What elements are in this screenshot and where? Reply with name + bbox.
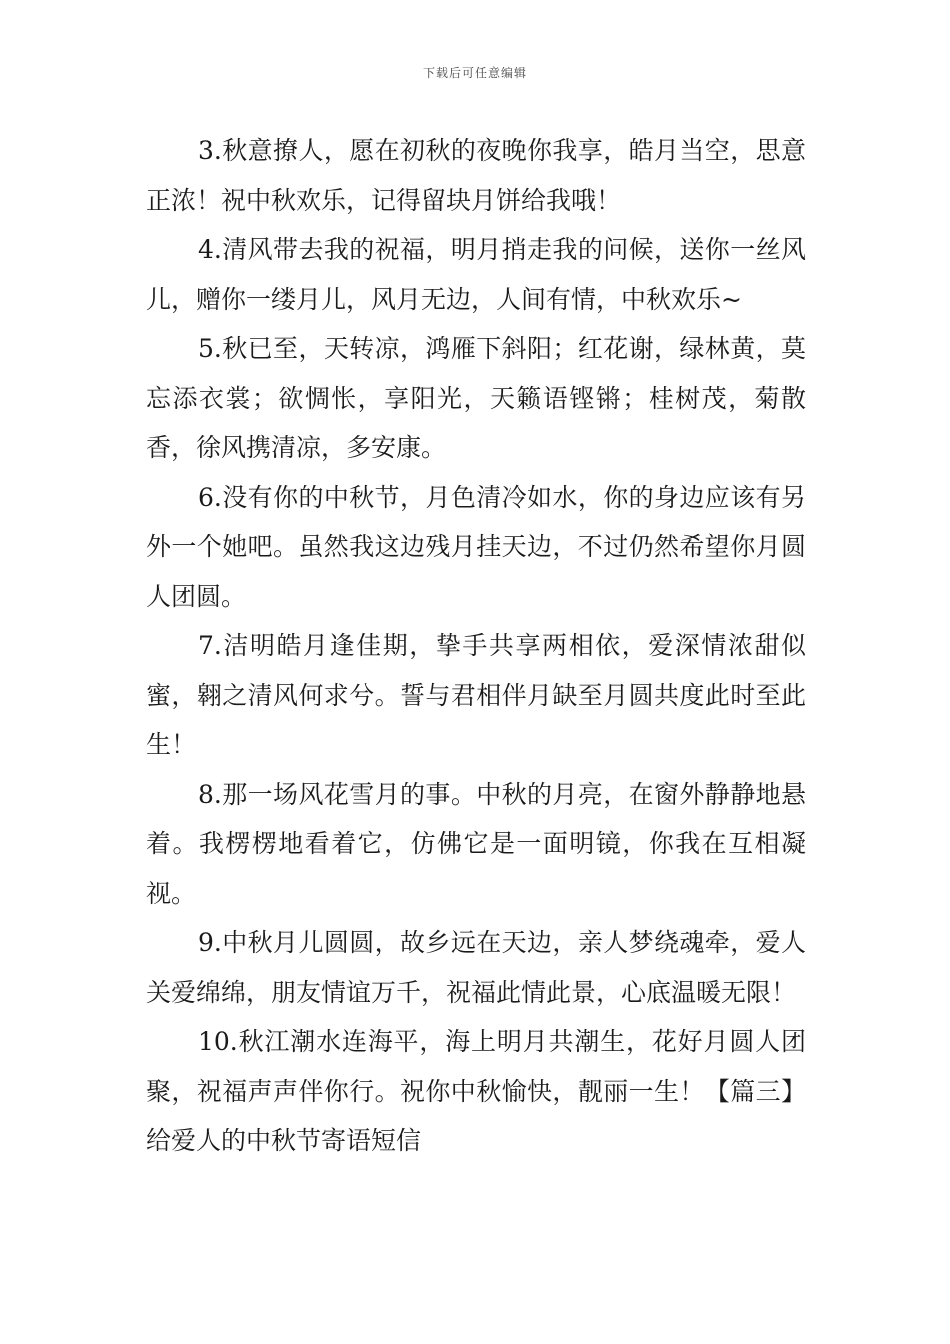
paragraph-5: 5.秋已至，天转凉，鸿雁下斜阳；红花谢，绿林黄，莫忘添衣裳；欲惆怅，享阳光，天籁语铿锵；桂树茂，菊散香，徐风携清凉，多安康。: [146, 334, 806, 462]
paragraph-4: 4.清风带去我的祝福，明月捎走我的问候，送你一丝风儿，赠你一缕月儿，风月无边，人间有情，中秋欢乐~: [146, 235, 806, 314]
page-header: 下载后可任意编辑: [422, 66, 527, 80]
paragraph-3: 3.秋意撩人，愿在初秋的夜晚你我享，皓月当空，思意正浓！祝中秋欢乐，记得留块月饼给我哦！: [146, 136, 806, 215]
document-body: [146, 126, 806, 1166]
paragraph-6: 6.没有你的中秋节，月色清冷如水，你的身边应该有另外一个她吧。虽然我这边残月挂天边，不过仍然希望你月圆人团圆。: [146, 482, 806, 611]
paragraph-10: 10.秋江潮水连海平，海上明月共潮生，花好月圆人团聚，祝福声声伴你行。祝你中秋愉快，靓丽一生！【篇三】给爱人的中秋节寄语短信: [146, 1027, 806, 1155]
paragraph-8: 8.那一场风花雪月的事。中秋的月亮，在窗外静静地悬着。我楞楞地看着它，仿佛它是一面明镜，你我在互相凝视。: [146, 779, 806, 908]
paragraph-9: 9.中秋月儿圆圆，故乡远在天边，亲人梦绕魂牵，爱人关爱绵绵，朋友情谊万千，祝福此情此景，心底温暖无限！: [146, 928, 806, 1007]
paragraph-7: 7.洁明皓月逢佳期，挚手共享两相依，爱深情浓甜似蜜，翱之清风何求兮。誓与君相伴月缺至月圆共度此时至此生！: [146, 631, 806, 759]
